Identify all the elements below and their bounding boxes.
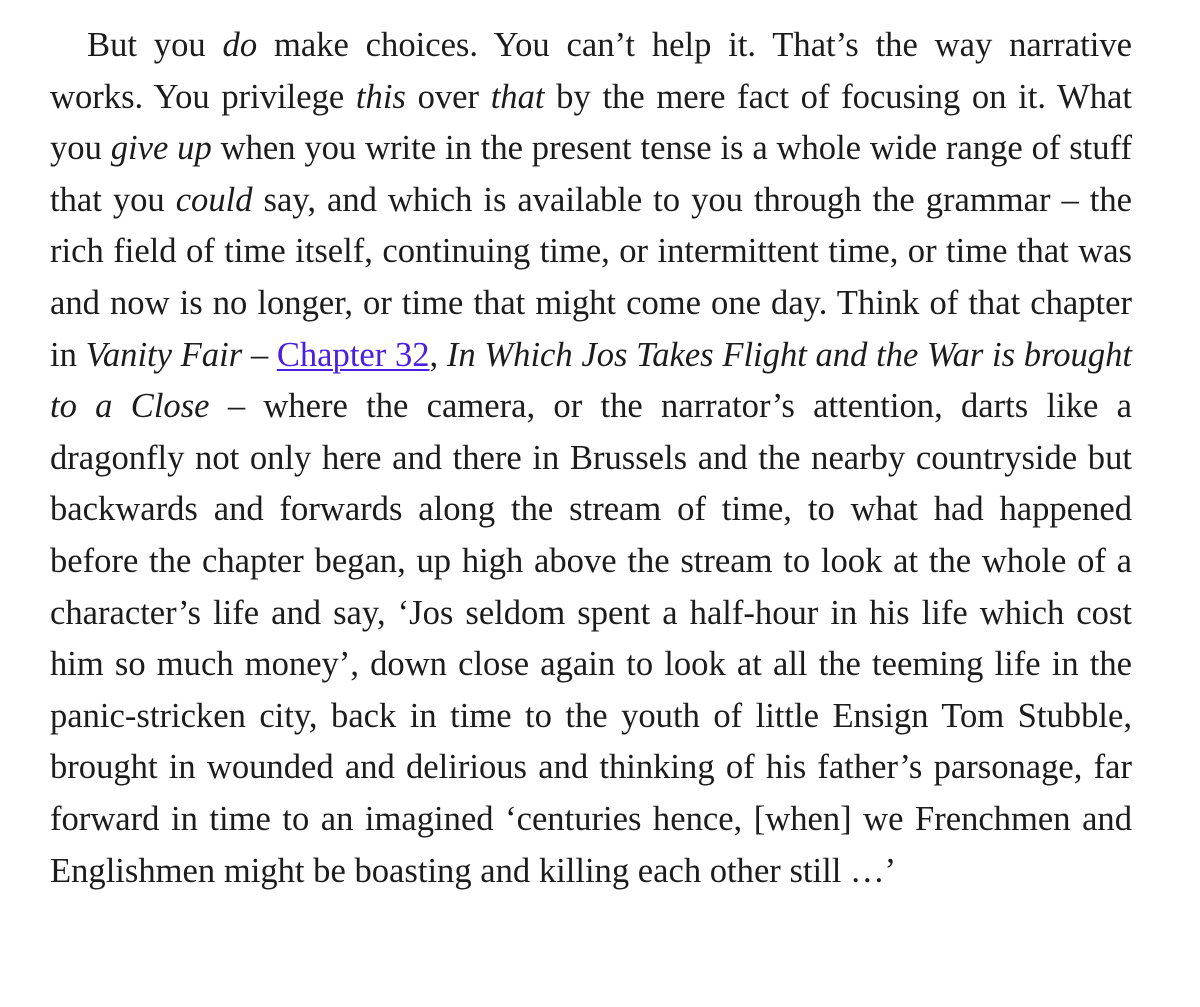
italic-emphasis: do bbox=[222, 26, 258, 64]
body-paragraph bbox=[50, 20, 1132, 897]
chapter-title: In Which Jos Takes Flight and the War is brought to a Close bbox=[50, 335, 1133, 426]
text-run: by the mere fact of focusing on it. What you bbox=[50, 77, 1132, 168]
chapter-32-link[interactable]: Chapter 32 bbox=[276, 335, 430, 374]
text-run: – bbox=[242, 335, 277, 374]
text-run: – where the camera, or the narrator’s attention, darts like a dragonfly not only here and there in Brussels and the nearby countryside but backwards and forwards along the stream of time, to what had happened before the chapter began, up high above the stream to look at the whole of a character’s life and say, ‘Jos seldom spent a half-hour in his life which cost him so much money’, down close again to look at all the teeming life in the panic-stricken city, back in time to the youth of little Ensign Tom Stubble, brought in wounded and delirious and thinking of his father’s parsonage, far forward in time to an imagined ‘centuries hence, [when] we Frenchmen and Englishmen might be boasting and killing each other still …’ bbox=[50, 387, 1132, 890]
text-run: But you bbox=[87, 26, 223, 64]
italic-emphasis: could bbox=[175, 180, 253, 219]
text-run: make choices. You can’t help it. That’s the way narrative works. You privilege bbox=[50, 26, 1132, 116]
italic-emphasis: this bbox=[355, 77, 406, 116]
text-run: , bbox=[429, 335, 447, 374]
text-run: say, and which is available to you through the grammar – the rich field of time itself, continuing time, or intermittent time, or time that was and now is no longer, or time that might come one day. Think of that chapter in bbox=[50, 180, 1132, 374]
text-run: over bbox=[405, 77, 491, 116]
italic-emphasis: give up bbox=[110, 129, 212, 168]
italic-emphasis: that bbox=[490, 77, 545, 116]
book-title: Vanity Fair bbox=[85, 335, 243, 374]
text-run: when you write in the present tense is a whole wide range of stuff that you bbox=[50, 129, 1132, 219]
